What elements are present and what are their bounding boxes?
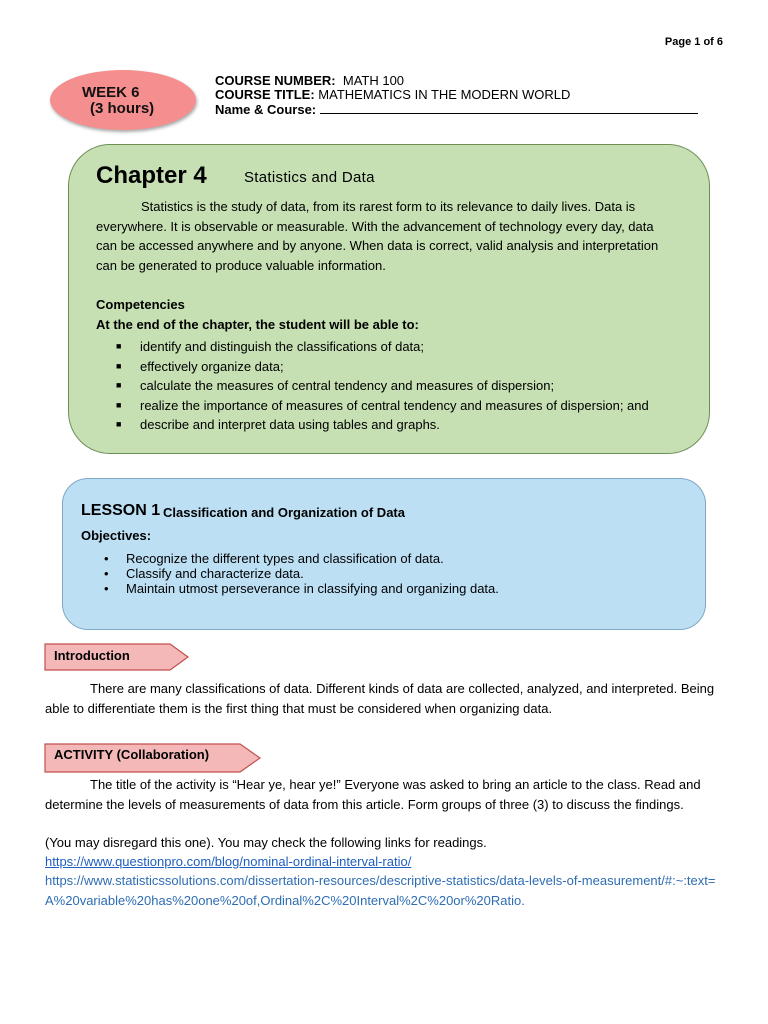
bullet-icon: • <box>104 581 109 596</box>
course-title-row <box>215 88 698 102</box>
introduction-text-block <box>45 679 725 718</box>
page-number: Page 1 of 6 <box>664 36 723 48</box>
link-row-1 <box>45 852 725 872</box>
objective-text: Maintain utmost perseverance in classifying and organizing data. <box>126 581 499 596</box>
lesson-subtitle: Classification and Organization of Data <box>163 505 405 520</box>
questionpro-link[interactable]: https://www.questionpro.com/blog/nominal-ordinal-interval-ratio/ <box>45 854 412 869</box>
activity-text-block <box>45 775 725 814</box>
week-hours: (3 hours) <box>90 100 155 117</box>
square-bullet-icon: ■ <box>116 419 122 429</box>
course-info <box>215 74 698 117</box>
activity-text: The title of the activity is “Hear ye, hear ye!” Everyone was asked to bring an article to the class. Read and determine the levels of measurements of data from this article. Form groups of three (3) to discuss the findings. <box>45 777 701 812</box>
course-number-row <box>215 74 698 88</box>
competency-text: describe and interpret data using tables and graphs. <box>140 417 440 432</box>
course-title-value: MATHEMATICS IN THE MODERN WORLD <box>318 87 571 102</box>
competency-text: effectively organize data; <box>140 358 284 374</box>
competency-item <box>116 357 649 377</box>
course-title-label: COURSE TITLE: <box>215 87 315 102</box>
bullet-icon: • <box>104 551 109 566</box>
statisticssolutions-link[interactable]: https://www.statisticssolutions.com/dissertation-resources/descriptive-statistics/data-levels-of-measurement/#:~:text=A%20variable%20has%20one%20of,Ordinal%2C%20Interval%2C%20or%20Ratio. <box>45 873 716 908</box>
introduction-text: There are many classifications of data. Different kinds of data are collected, analyzed, and interpreted. Being able to differentiate them is the first thing that must be considered when organizing data. <box>45 681 715 716</box>
square-bullet-icon: ■ <box>116 399 122 410</box>
objective-item <box>104 566 499 581</box>
square-bullet-icon: ■ <box>116 380 122 390</box>
activity-note: (You may disregard this one). You may check the following links for readings. <box>45 835 487 850</box>
competency-item <box>116 337 649 357</box>
activity-tag <box>44 743 262 773</box>
introduction-tag <box>44 643 190 671</box>
name-course-field[interactable] <box>320 102 698 114</box>
competency-text: calculate the measures of central tendency and measures of dispersion; <box>140 378 555 393</box>
competencies-heading: Competencies <box>96 297 185 312</box>
competencies-subheading: At the end of the chapter, the student will be able to: <box>96 317 419 332</box>
objective-item <box>104 581 499 596</box>
name-course-row <box>215 102 698 117</box>
objective-text: Recognize the different types and classification of data. <box>126 551 444 566</box>
activity-label: ACTIVITY (Collaboration) <box>54 747 210 762</box>
competency-text: identify and distinguish the classifications of data; <box>140 339 425 354</box>
chapter-title: Chapter 4 <box>96 162 207 189</box>
chapter-intro <box>96 197 676 275</box>
name-course-label: Name & Course: <box>215 102 317 117</box>
square-bullet-icon: ■ <box>116 360 122 371</box>
chapter-subtitle: Statistics and Data <box>244 169 375 186</box>
competency-text: realize the importance of measures of central tendency and measures of dispersion; and <box>140 397 649 413</box>
chapter-intro-text: Statistics is the study of data, from its rarest form to its relevance to daily lives. Data is everywhere. It is observable or measurable. With the advancement of technology every day, data can be accessed anywhere and by anyone. When data is correct, valid analysis and interpretation can be generated to produce valuable information. <box>96 199 659 273</box>
objective-item <box>104 551 499 566</box>
competency-item <box>116 396 649 416</box>
square-bullet-icon: ■ <box>116 341 122 351</box>
objectives-list <box>104 551 499 596</box>
objectives-heading: Objectives: <box>81 528 152 543</box>
introduction-label: Introduction <box>54 648 130 663</box>
week-label: WEEK 6 <box>82 84 140 101</box>
competency-item <box>116 376 649 396</box>
lesson-title: LESSON 1 <box>81 502 161 519</box>
course-number-label: COURSE NUMBER: <box>215 73 336 88</box>
competency-item <box>116 415 649 435</box>
objective-text: Classify and characterize data. <box>126 566 304 581</box>
week-badge <box>50 70 196 130</box>
bullet-icon: • <box>104 566 109 581</box>
competencies-list <box>116 337 649 435</box>
course-number-value: MATH 100 <box>342 73 405 88</box>
